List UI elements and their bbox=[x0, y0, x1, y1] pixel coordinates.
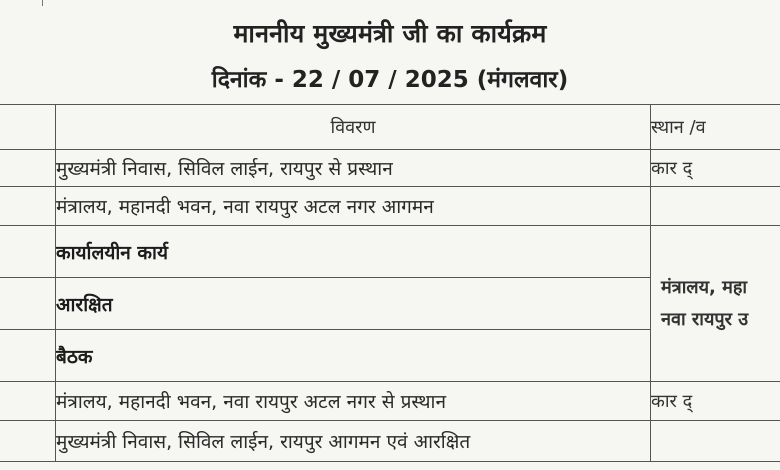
header-place: स्थान /व bbox=[651, 105, 780, 150]
row-description: मुख्यमंत्री निवास, सिविल लाईन, रायपुर आगमन एवं आरक्षित bbox=[56, 421, 651, 462]
row-time bbox=[0, 421, 56, 462]
table-row bbox=[0, 421, 780, 462]
header-time bbox=[0, 105, 56, 150]
row-description: मंत्रालय, महानदी भवन, नवा रायपुर अटल नगर से प्रस्थान bbox=[56, 382, 651, 421]
table-row bbox=[0, 187, 780, 226]
merged-place-line2: नवा रायपुर उ bbox=[661, 308, 749, 330]
row-time bbox=[0, 330, 56, 382]
table-row bbox=[0, 150, 780, 187]
row-description: मुख्यमंत्री निवास, सिविल लाईन, रायपुर से प्रस्थान bbox=[56, 150, 651, 187]
row-description: आरक्षित bbox=[56, 278, 651, 330]
row-place bbox=[651, 421, 780, 462]
row-place: कार द् bbox=[651, 382, 780, 421]
date-separator: - bbox=[266, 67, 292, 93]
merged-place-line1: मंत्रालय, महा bbox=[661, 276, 748, 298]
merged-place-cell bbox=[651, 226, 780, 382]
date-label: दिनांक bbox=[211, 67, 267, 93]
document-title: माननीय मुख्यमंत्री जी का कार्यक्रम bbox=[233, 19, 547, 48]
table-row bbox=[0, 226, 780, 278]
row-description: कार्यालयीन कार्य bbox=[56, 226, 651, 278]
table-row bbox=[0, 382, 780, 421]
row-time bbox=[0, 382, 56, 421]
row-time bbox=[0, 278, 56, 330]
row-time bbox=[0, 150, 56, 187]
row-time bbox=[0, 187, 56, 226]
row-time bbox=[0, 226, 56, 278]
row-place bbox=[651, 187, 780, 226]
table-header-row bbox=[0, 105, 780, 150]
date-line bbox=[0, 62, 780, 94]
row-description: मंत्रालय, महानदी भवन, नवा रायपुर अटल नगर आगमन bbox=[56, 187, 651, 226]
day-name: (मंगलवार) bbox=[476, 67, 569, 93]
row-description: बैठक bbox=[56, 330, 651, 382]
header-description: विवरण bbox=[56, 105, 651, 150]
row-place: कार द् bbox=[651, 150, 780, 187]
schedule-table bbox=[0, 104, 780, 462]
date-value: 22 / 07 / 2025 bbox=[291, 67, 469, 93]
top-edge-mark bbox=[42, 0, 57, 6]
